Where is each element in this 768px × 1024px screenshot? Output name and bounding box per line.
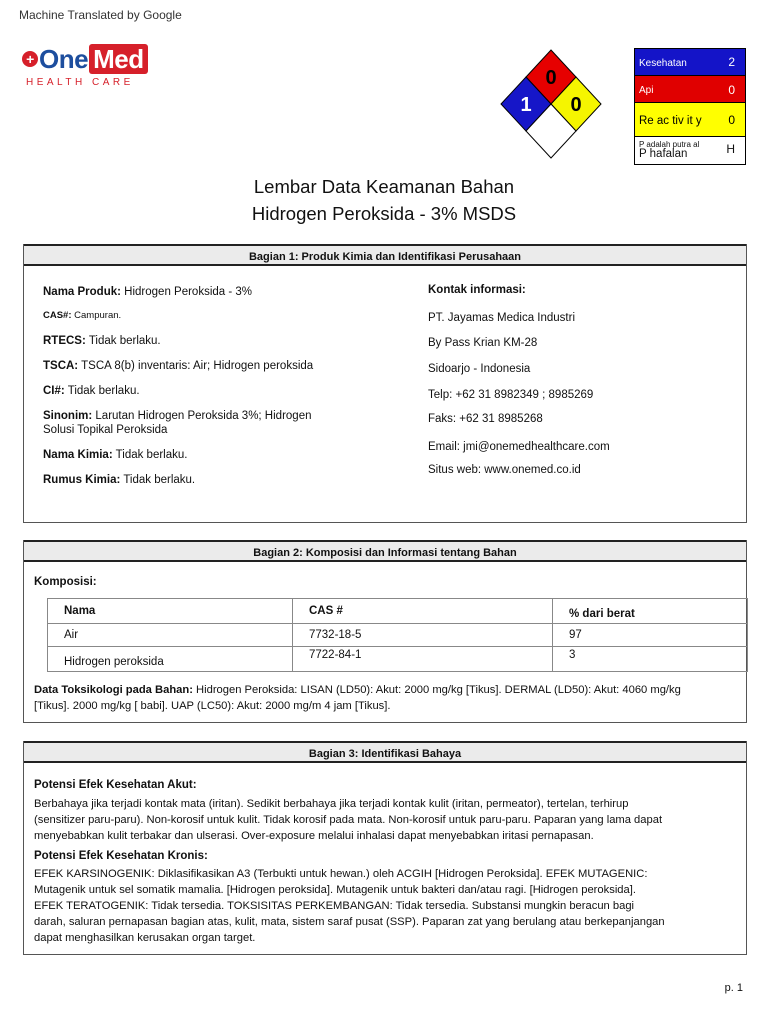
table-cell: 97 — [553, 624, 748, 647]
company-email[interactable]: Email: jmi@onemedhealthcare.com — [428, 441, 610, 453]
page-number: p. 1 — [724, 982, 743, 994]
chemical-name: Nama Kimia: Tidak berlaku. — [43, 449, 188, 461]
section-3-heading: Bagian 3: Identifikasi Bahaya — [24, 741, 746, 763]
tsca: TSCA: TSCA 8(b) inventaris: Air; Hidrogen peroksida — [43, 360, 314, 372]
column-header: Nama — [48, 599, 293, 624]
acute-effects-text: Berbahaya jika terjadi kontak mata (iritan). Sedikit berbahaya jika terjadi kontak kulit (iritan, permeator), tertelan, terhirup (sensitizer paru-paru). Non-korosif untuk kulit. Tidak korosif pada mata. Non-korosif untuk paru-paru. Paparan yang lama dapat menyebabkan kulit terbakar dan ulserasi. Over-exposure melalui inhalasi dapat menyebabkan iritasi pernapasan. — [34, 798, 663, 842]
nfpa-health-value: 1 — [520, 94, 532, 116]
contact-heading: Kontak informasi: — [428, 284, 526, 296]
table-cell: 7722-84-1 — [293, 647, 553, 672]
hmis-fire-row: Api 0 — [635, 76, 745, 103]
table-cell: Air — [48, 624, 293, 647]
table-row — [48, 647, 748, 672]
cas-number: CAS#: Campuran. — [43, 310, 122, 321]
chronic-effects-heading: Potensi Efek Kesehatan Kronis: — [34, 850, 208, 862]
rtecs: RTECS: Tidak berlaku. — [43, 335, 161, 347]
composition-table — [47, 598, 748, 672]
company-fax: Faks: +62 31 8985268 — [428, 413, 543, 425]
cross-icon: + — [22, 51, 38, 67]
column-header: CAS # — [293, 599, 553, 624]
toxicology-data: Data Toksikologi pada Bahan: Hidrogen Peroksida: LISAN (LD50): Akut: 2000 mg/kg [Tikus]. DERMAL (LD50): Akut: 4060 mg/kg [Tikus]. 2000 mg/kg [ babi]. UAP (LC50): Akut: 2000 mg/m 4 jam [Tikus]. — [34, 684, 681, 712]
product-name: Nama Produk: Hidrogen Peroksida - 3% — [43, 286, 253, 298]
table-cell: 3 — [553, 647, 748, 672]
table-header-row — [48, 599, 748, 624]
company-website[interactable]: Situs web: www.onemed.co.id — [428, 464, 581, 476]
document-title: Lembar Data Keamanan Bahan — [253, 176, 515, 197]
table-cell: 7732-18-5 — [293, 624, 553, 647]
section-1-heading: Bagian 1: Produk Kimia dan Identifikasi Perusahaan — [24, 244, 746, 266]
hmis-ppe-row: P adalah putra al P hafalan H — [639, 140, 735, 160]
ci-number: CI#: Tidak berlaku. — [43, 385, 140, 397]
composition-label: Komposisi: — [34, 576, 97, 588]
hmis-label — [634, 48, 746, 165]
company-address-2: Sidoarjo - Indonesia — [428, 363, 531, 375]
column-header: % dari berat — [553, 599, 748, 624]
company-phone: Telp: +62 31 8982349 ; 8985269 — [428, 389, 594, 401]
nfpa-reactivity-value: 0 — [570, 94, 582, 116]
company-address-1: By Pass Krian KM-28 — [428, 337, 538, 349]
chronic-effects-text: EFEK KARSINOGENIK: Diklasifikasikan A3 (Terbukti untuk hewan.) oleh ACGIH [Hidrogen Peroksida]. EFEK MUTAGENIC: Mutagenik untuk sel somatik mamalia. [Hidrogen peroksida]. Mutagenik untuk bakteri dan/atau ragi. [Hidrogen peroksida]. EFEK TERATOGENIK: Tidak tersedia. TOKSISITAS PERKEMBANGAN: Tidak tersedia. Substansi mungkin beracun bagi darah, saluran pernapasan bagian atas, kulit, mata, sistem saraf pusat (SSP). Paparan zat yang berulang atau berkepanjangan dapat menghasilkan kerusakan organ target. — [34, 868, 665, 944]
acute-effects-heading: Potensi Efek Kesehatan Akut: — [34, 779, 197, 791]
document-subtitle: Hidrogen Peroksida - 3% MSDS — [251, 203, 517, 224]
synonyms: Sinonim: Larutan Hidrogen Peroksida 3%; Hidrogen Solusi Topikal Peroksida — [43, 410, 312, 436]
company-name: PT. Jayamas Medica Industri — [428, 312, 576, 324]
hmis-health-row: Kesehatan 2 — [635, 49, 745, 76]
logo-tagline: HEALTH CARE — [26, 77, 134, 88]
onemed-logo: + One Med HEALTH CARE — [22, 44, 152, 88]
nfpa-fire-value: 0 — [545, 67, 557, 89]
nfpa-diamond — [500, 48, 612, 164]
hmis-reactivity-row: Re ac tiv it y 0 — [635, 103, 745, 137]
section-2-heading: Bagian 2: Komposisi dan Informasi tentang Bahan — [24, 540, 746, 562]
chemical-formula: Rumus Kimia: Tidak berlaku. — [43, 474, 196, 486]
machine-translated-note: Machine Translated by Google — [19, 8, 182, 22]
table-row — [48, 624, 748, 647]
table-cell: Hidrogen peroksida — [48, 647, 293, 672]
